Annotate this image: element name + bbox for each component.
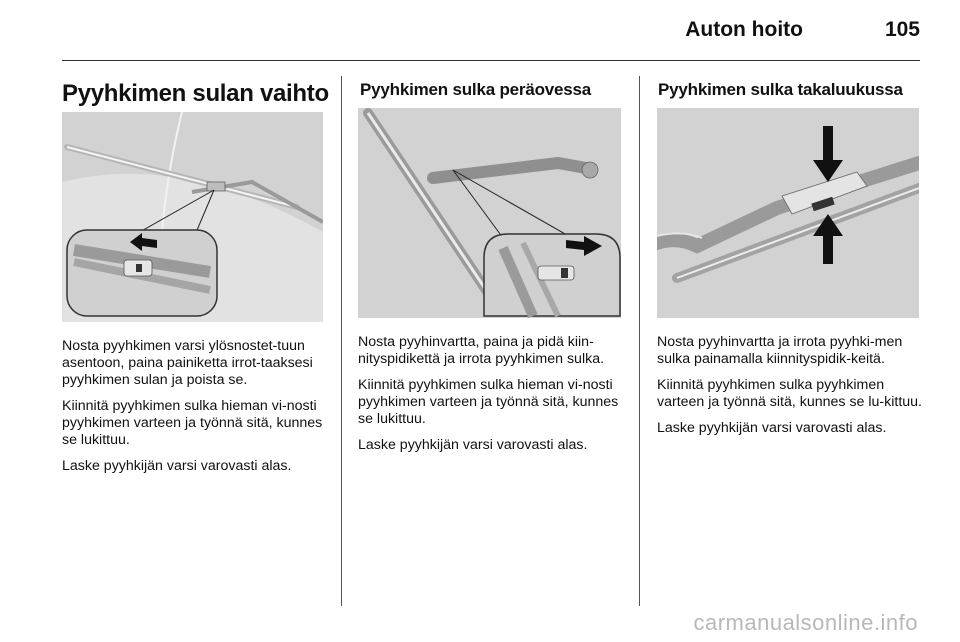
watermark: carmanualsonline.info	[693, 610, 918, 635]
paragraph: Kiinnitä pyyhkimen sulka hieman vi-nosti pyyhkimen varteen ja työnnä sitä, kunnes se lukittuu.	[358, 377, 619, 427]
header-rule	[62, 60, 920, 61]
page-header	[0, 18, 920, 54]
section-title: Pyyhkimen sulka takaluukussa	[658, 80, 903, 99]
column-3-body	[657, 334, 922, 446]
paragraph: Nosta pyyhinvartta, paina ja pidä kiin-nityspidikettä ja irrota pyyhkimen sulka.	[358, 334, 605, 367]
column-divider	[341, 76, 342, 606]
tailgate-wiper-illustration	[657, 108, 919, 318]
paragraph: Laske pyyhkijän varsi varovasti alas.	[358, 437, 588, 453]
page-number: 105	[884, 18, 920, 41]
column-1-heading	[62, 80, 329, 108]
section-name: Auton hoito	[685, 18, 803, 41]
rear-door-wiper-illustration	[358, 108, 621, 318]
section-title: Pyyhkimen sulan vaihto	[62, 80, 329, 107]
column-2-heading	[360, 80, 591, 100]
paragraph: Laske pyyhkijän varsi varovasti alas.	[62, 458, 292, 474]
windshield-wiper-illustration	[62, 112, 323, 322]
column-2-body	[358, 334, 624, 463]
paragraph: Kiinnitä pyyhkimen sulka hieman vi-nosti pyyhkimen varteen ja työnnä sitä, kunnes se lukittuu.	[62, 398, 323, 448]
paragraph: Nosta pyyhkimen varsi ylösnostet-tuun asentoon, paina painiketta irrot-taaksesi pyyhkimen sulan ja poista se.	[62, 338, 313, 388]
column-1-body	[62, 338, 327, 484]
section-title: Pyyhkimen sulka peräovessa	[360, 80, 592, 99]
column-divider	[639, 76, 640, 606]
paragraph: Kiinnitä pyyhkimen sulka pyyhkimen varteen ja työnnä sitä, kunnes se lu-kittuu.	[657, 377, 922, 410]
paragraph: Laske pyyhkijän varsi varovasti alas.	[657, 420, 887, 436]
column-3-heading	[658, 80, 903, 100]
paragraph: Nosta pyyhinvartta ja irrota pyyhki-men sulka painamalla kiinnityspidik-keitä.	[657, 334, 903, 367]
